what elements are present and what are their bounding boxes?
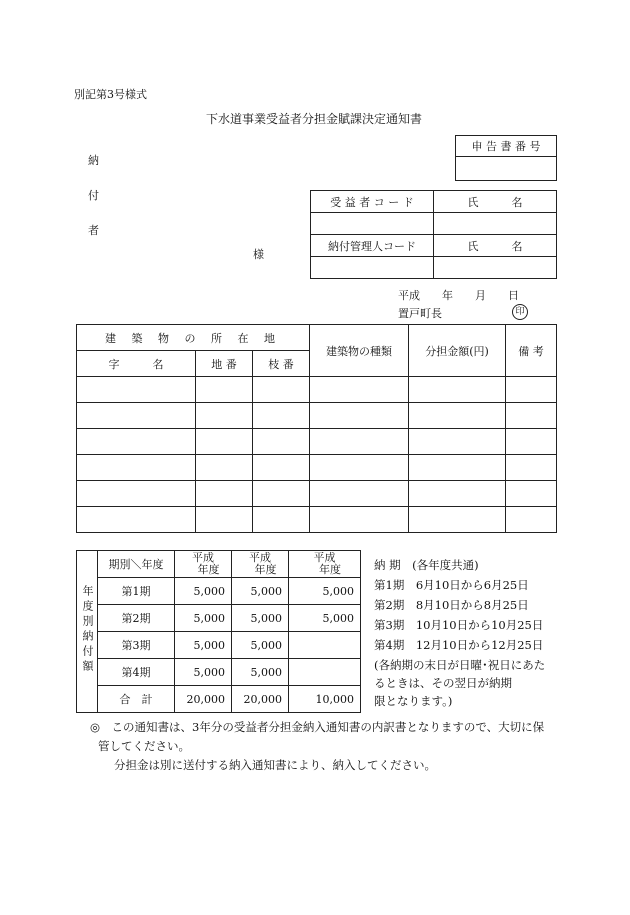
document-title: 下水道事業受益者分担金賦課決定通知書 xyxy=(206,112,423,126)
building-type-header: 建築物の種類 xyxy=(310,325,409,377)
payment-table xyxy=(76,550,361,713)
building-cell[interactable] xyxy=(253,429,310,455)
amount-cell: 5,000 xyxy=(232,659,289,686)
building-cell[interactable] xyxy=(506,403,557,429)
manager-code-field[interactable] xyxy=(311,257,434,279)
seal-icon: 印 xyxy=(512,304,528,320)
amount-cell: 5,000 xyxy=(175,632,232,659)
date-line: 平成 年 月 日 xyxy=(398,289,519,302)
total-cell: 20,000 xyxy=(232,686,289,713)
building-cell[interactable] xyxy=(196,455,253,481)
aza-header: 字 名 xyxy=(77,351,196,377)
building-cell[interactable] xyxy=(77,481,196,507)
building-row xyxy=(77,377,557,403)
sama-label: 様 xyxy=(253,248,264,261)
schedule-note-line: 限となります。) xyxy=(374,694,453,708)
name-label-1: 氏 名 xyxy=(434,191,557,213)
amount-cell: 5,000 xyxy=(175,605,232,632)
code-table xyxy=(310,190,557,279)
building-cell[interactable] xyxy=(310,507,409,533)
period-label: 第3期 xyxy=(98,632,175,659)
footnote-1b: 管してください。 xyxy=(98,739,190,753)
building-cell[interactable] xyxy=(310,481,409,507)
building-cell[interactable] xyxy=(409,429,506,455)
building-cell[interactable] xyxy=(506,429,557,455)
building-cell[interactable] xyxy=(196,481,253,507)
total-label: 合 計 xyxy=(98,686,175,713)
building-cell[interactable] xyxy=(409,403,506,429)
schedule-header: 納 期 (各年度共通) xyxy=(374,558,479,572)
payer-char-2: 付 xyxy=(88,189,99,202)
building-cell[interactable] xyxy=(310,429,409,455)
building-row xyxy=(77,429,557,455)
amount-cell: 5,000 xyxy=(289,578,361,605)
amount-cell: 5,000 xyxy=(175,659,232,686)
report-number-box xyxy=(455,135,557,181)
building-cell[interactable] xyxy=(310,377,409,403)
edaban-header: 枝 番 xyxy=(253,351,310,377)
building-cell[interactable] xyxy=(506,481,557,507)
building-cell[interactable] xyxy=(409,455,506,481)
location-header: 建 築 物 の 所 在 地 xyxy=(77,325,310,351)
amount-cell: 5,000 xyxy=(289,605,361,632)
name-label-2: 氏 名 xyxy=(434,235,557,257)
building-cell[interactable] xyxy=(77,403,196,429)
building-cell[interactable] xyxy=(506,455,557,481)
building-cell[interactable] xyxy=(409,481,506,507)
amount-cell: 5,000 xyxy=(232,578,289,605)
building-row xyxy=(77,481,557,507)
year-header-1: 平成 年度 xyxy=(175,551,232,578)
beneficiary-name-field[interactable] xyxy=(434,213,557,235)
beneficiary-code-field[interactable] xyxy=(311,213,434,235)
building-cell[interactable] xyxy=(253,455,310,481)
schedule-item: 第4期 12月10日から12月25日 xyxy=(374,638,544,652)
period-label: 第2期 xyxy=(98,605,175,632)
beneficiary-code-label: 受 益 者 コ ー ド xyxy=(311,191,434,213)
building-cell[interactable] xyxy=(409,377,506,403)
issuer: 置戸町長 xyxy=(398,307,442,320)
chiban-header: 地 番 xyxy=(196,351,253,377)
building-cell[interactable] xyxy=(409,507,506,533)
building-cell[interactable] xyxy=(196,507,253,533)
period-label: 第1期 xyxy=(98,578,175,605)
building-row xyxy=(77,455,557,481)
corner-header: 期別＼年度 xyxy=(98,551,175,578)
building-cell[interactable] xyxy=(253,507,310,533)
building-cell[interactable] xyxy=(253,481,310,507)
payer-char-1: 納 xyxy=(88,154,99,167)
amount-cell: 5,000 xyxy=(232,605,289,632)
schedule-note-line: (各納期の末日が日曜･祝日にあた xyxy=(374,658,546,672)
building-cell[interactable] xyxy=(310,403,409,429)
building-cell[interactable] xyxy=(77,455,196,481)
building-row xyxy=(77,403,557,429)
amount-cell: 5,000 xyxy=(232,632,289,659)
total-cell: 10,000 xyxy=(289,686,361,713)
amount-cell xyxy=(289,632,361,659)
report-number-header: 申 告 書 番 号 xyxy=(456,136,557,157)
remarks-header: 備 考 xyxy=(506,325,557,377)
building-cell[interactable] xyxy=(506,377,557,403)
footnote-2: 分担金は別に送付する納入通知書により、納入してください。 xyxy=(114,758,436,772)
building-cell[interactable] xyxy=(77,377,196,403)
year-header-2: 平成 年度 xyxy=(232,551,289,578)
building-cell[interactable] xyxy=(196,377,253,403)
building-cell[interactable] xyxy=(77,429,196,455)
period-label: 第4期 xyxy=(98,659,175,686)
building-cell[interactable] xyxy=(77,507,196,533)
schedule-item: 第1期 6月10日から6月25日 xyxy=(374,578,529,592)
schedule-item: 第3期 10月10日から10月25日 xyxy=(374,618,544,632)
schedule-note-line: るときは、その翌日が納期 xyxy=(374,676,512,690)
manager-code-label: 納付管理人コード xyxy=(311,235,434,257)
building-cell[interactable] xyxy=(196,403,253,429)
amount-cell xyxy=(289,659,361,686)
total-cell: 20,000 xyxy=(175,686,232,713)
footnote-1a: ◎ この通知書は、3年分の受益者分担金納入通知書の内訳書となりますので、大切に保 xyxy=(90,720,545,734)
schedule-item: 第2期 8月10日から8月25日 xyxy=(374,598,529,612)
amount-cell: 5,000 xyxy=(175,578,232,605)
building-table xyxy=(76,324,557,533)
building-row xyxy=(77,507,557,533)
year-header-3: 平成 年度 xyxy=(289,551,361,578)
report-number-field[interactable] xyxy=(456,157,557,181)
form-label: 別記第3号様式 xyxy=(74,88,147,101)
building-cell[interactable] xyxy=(310,455,409,481)
amount-header: 分担金額(円) xyxy=(409,325,506,377)
manager-name-field[interactable] xyxy=(434,257,557,279)
payer-char-3: 者 xyxy=(88,224,99,237)
year-side-label: 年度別納付額 xyxy=(77,551,98,713)
building-cell[interactable] xyxy=(506,507,557,533)
building-cell[interactable] xyxy=(253,403,310,429)
building-cell[interactable] xyxy=(253,377,310,403)
building-cell[interactable] xyxy=(196,429,253,455)
